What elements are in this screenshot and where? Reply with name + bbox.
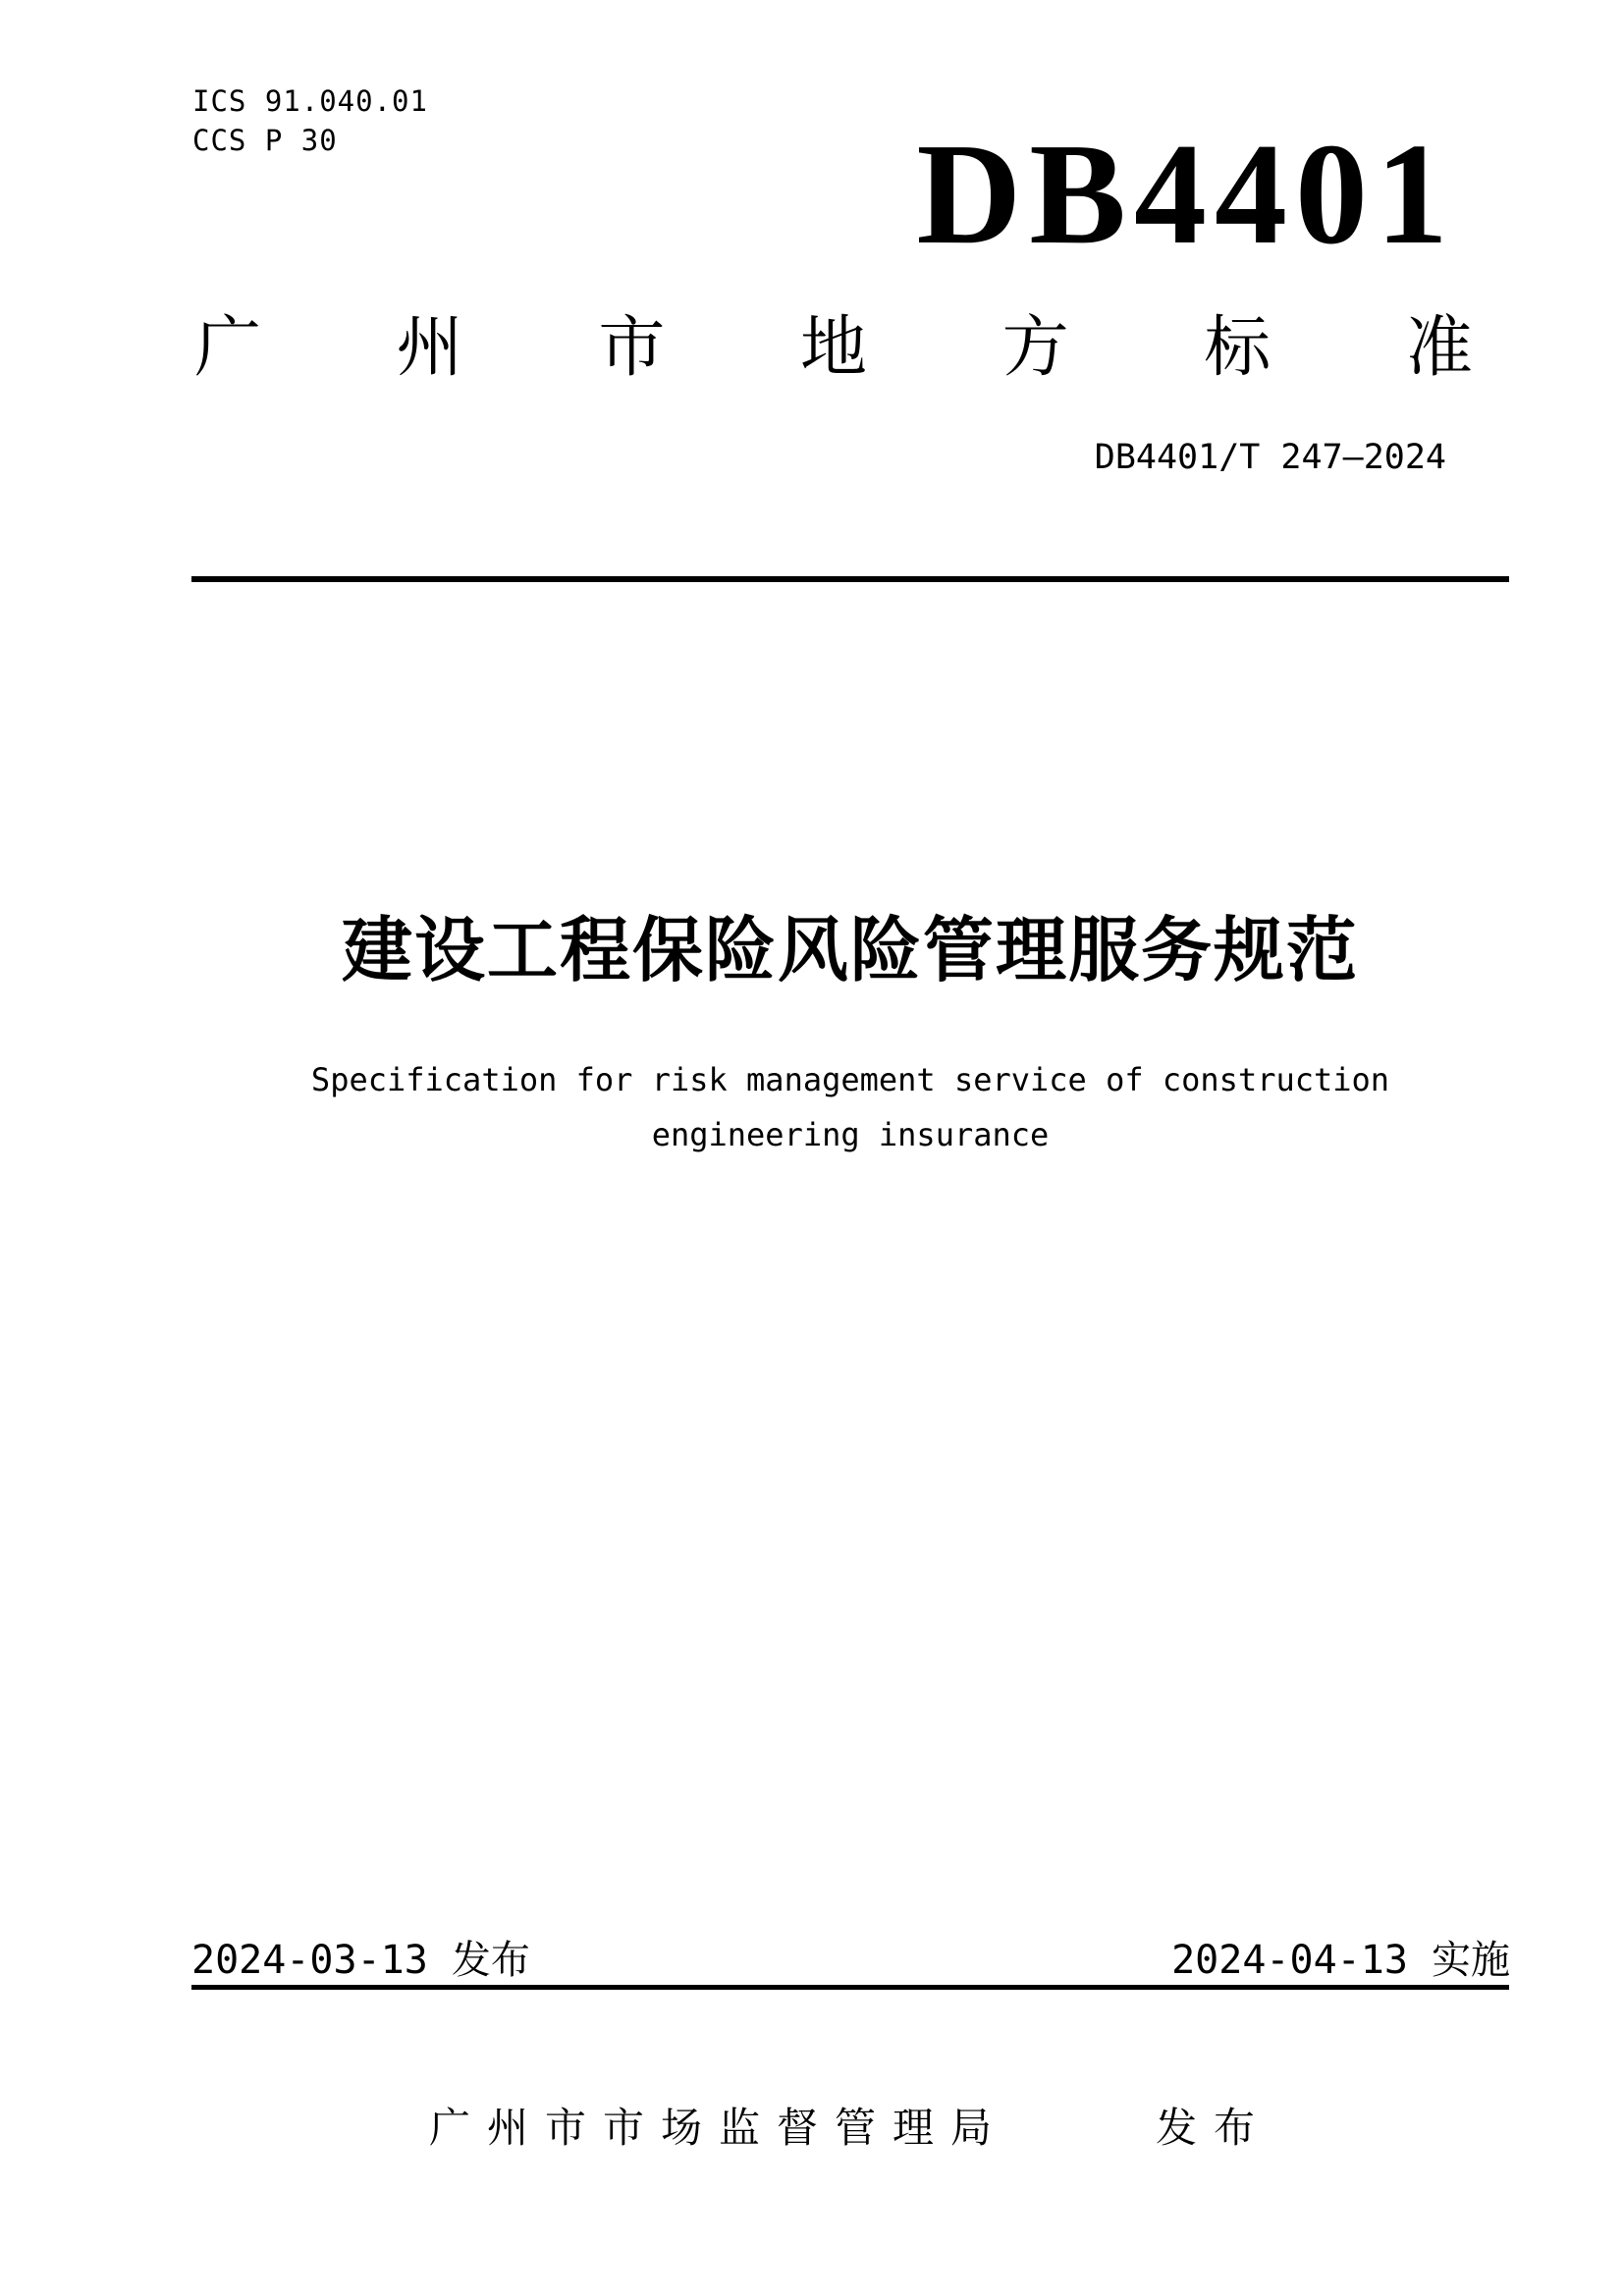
standard-name-row — [194, 310, 1473, 385]
standard-name-char: 方 — [1001, 310, 1069, 385]
header-divider-rule — [191, 576, 1509, 582]
implementation-date: 2024-04-13 实施 — [1171, 1938, 1510, 1983]
classification-codes — [192, 81, 428, 160]
title-chinese: 建设工程保险风险管理服务规范 — [341, 912, 1359, 990]
issue-date: 2024-03-13 发布 — [191, 1938, 530, 1983]
title-english — [191, 1052, 1509, 1162]
publisher-name: 广州市市场监督管理局 — [428, 2107, 1008, 2152]
standard-name-char: 广 — [194, 310, 262, 385]
standard-name-char: 州 — [396, 310, 463, 385]
ccs-code: CCS P 30 — [192, 124, 338, 157]
date-row — [191, 1938, 1510, 1983]
standard-name-char: 标 — [1204, 310, 1271, 385]
footer-divider-rule — [191, 1985, 1509, 1990]
ics-code: ICS 91.040.01 — [192, 84, 428, 118]
title-english-line2: engineering insurance — [651, 1116, 1050, 1153]
publish-label: 发布 — [1156, 2107, 1272, 2152]
standard-name-char: 地 — [799, 310, 867, 385]
title-english-line1: Specification for risk management service of construction — [310, 1061, 1390, 1098]
standard-name-char: 准 — [1405, 310, 1473, 385]
standard-code: DB4401 — [916, 114, 1456, 275]
standard-name-char: 市 — [598, 310, 666, 385]
document-number: DB4401/T 247—2024 — [1094, 438, 1446, 477]
publisher-row — [191, 2109, 1509, 2150]
